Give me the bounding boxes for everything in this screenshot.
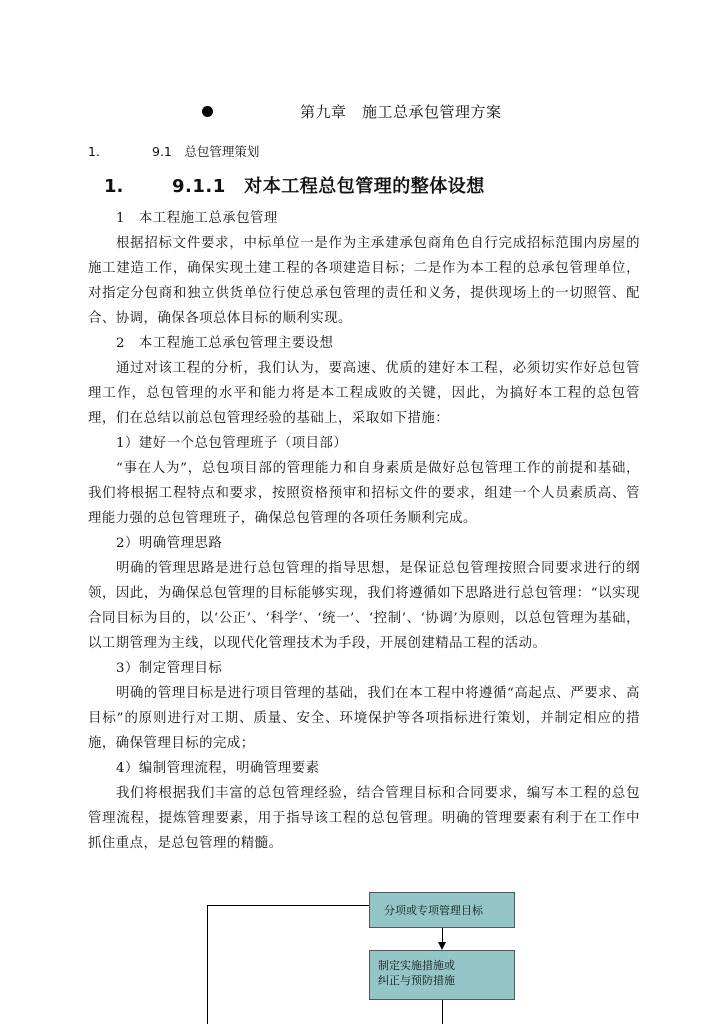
chapter-title: 第九章 施工总承包管理方案 xyxy=(300,103,502,121)
paragraph: 明确的管理思路是进行总包管理的指导思想，是保证总包管理按照合同要求进行的纲领，因此，为确保总包管理的目标能够实现，我们将遵循如下思路进行总包管理：“以实现合同目标为目的，以‘公正’、‘科学’、‘统一’、‘控制’、‘协调’为原则，以总包管理为基础，以工期管理为主线，以现代化管理技术为手段，开展创建精品工程的活动。 xyxy=(88,561,640,651)
body-text xyxy=(88,206,640,856)
management-flowchart xyxy=(0,880,724,1024)
item-heading: 1 本工程施工总承包管理 xyxy=(116,211,278,226)
flow-box-measures xyxy=(369,950,515,1000)
flow-connector xyxy=(207,905,369,906)
flow-box-target xyxy=(369,892,515,928)
section-number: 1. xyxy=(88,144,100,159)
sub-item-heading: 1）建好一个总包管理班子（项目部） xyxy=(116,436,348,451)
item-heading: 2 本工程施工总承包管理主要设想 xyxy=(116,336,334,351)
paragraph: 根据招标文件要求，中标单位一是作为主承建承包商角色自行完成招标范围内房屋的施工建造工作，确保实现土建工程的各项建造目标；二是作为本工程的总承包管理单位，对指定分包商和独立供货单位行使总承包管理的责任和义务，提供现场上的一切照管、配合、协调，确保各项总体目标的顺利实现。 xyxy=(88,236,640,326)
sub-item-heading: 4）编制管理流程，明确管理要素 xyxy=(116,761,320,776)
subsection-number: 1. xyxy=(104,176,124,197)
subsection-title: 9.1.1 对本工程总包管理的整体设想 xyxy=(172,176,485,197)
flow-box-label: 纠正与预防措施 xyxy=(378,974,455,987)
sub-item-heading: 2）明确管理思路 xyxy=(116,536,223,551)
section-title: 9.1 总包管理策划 xyxy=(152,144,260,159)
paragraph: 我们将根据我们丰富的总包管理经验，结合管理目标和合同要求，编写本工程的总包管理流程，提炼管理要素，用于指导该工程的总包管理。明确的管理要素有利于在工作中抓住重点，是总包管理的精髓。 xyxy=(88,786,640,851)
bullet-icon xyxy=(202,106,213,117)
paragraph: “事在人为”，总包项目部的管理能力和自身素质是做好总包管理工作的前提和基础，我们将根据工程特点和要求，按照资格预审和招标文件的要求，组建一个人员素质高、管理能力强的总包管理班子，确保总包管理的各项任务顺利完成。 xyxy=(88,461,640,526)
sub-item-heading: 3）制定管理目标 xyxy=(116,661,223,676)
chapter-heading xyxy=(0,100,724,124)
arrow-down-icon xyxy=(438,942,446,950)
flow-connector xyxy=(207,905,208,1024)
paragraph: 明确的管理目标是进行项目管理的基础，我们在本工程中将遵循“高起点、严要求、高目标”的原则进行对工期、质量、安全、环境保护等各项指标进行策划，并制定相应的措施，确保管理目标的完成； xyxy=(88,686,640,751)
flow-box-label: 制定实施措施或 xyxy=(378,959,455,972)
paragraph: 通过对该工程的分析，我们认为，要高速、优质的建好本工程，必须切实作好总包管理工作，总包管理的水平和能力将是本工程成败的关键，因此，为搞好本工程的总包管理，们在总结以前总包管理经验的基础上，采取如下措施： xyxy=(88,361,640,426)
flow-box-label: 分项或专项管理目标 xyxy=(384,904,483,917)
flow-connector xyxy=(442,1000,443,1024)
